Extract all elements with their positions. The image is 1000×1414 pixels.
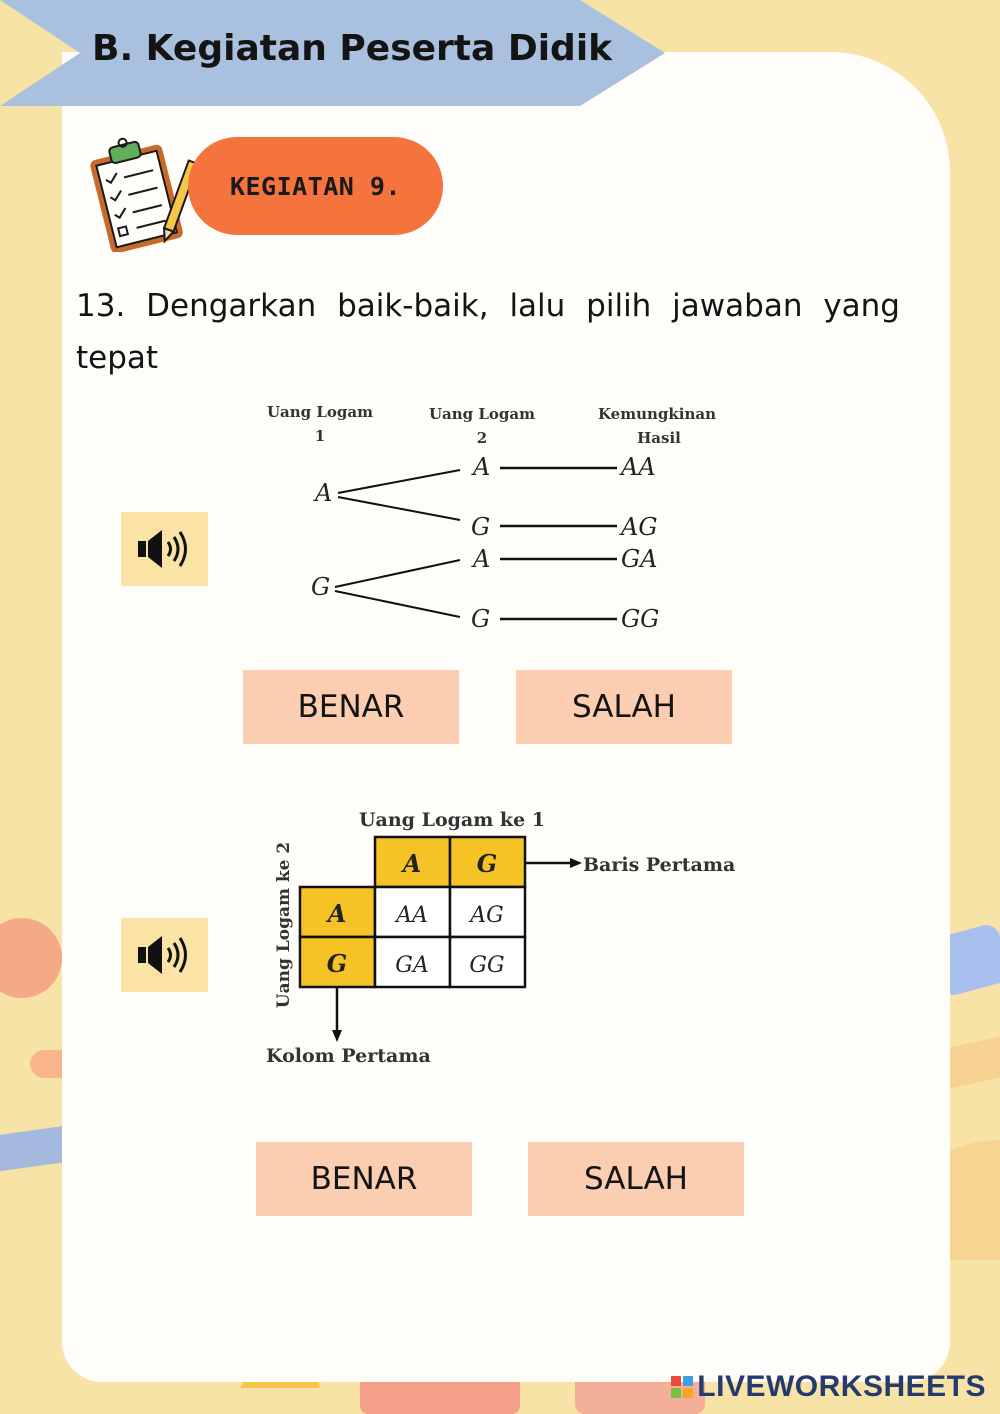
liveworksheets-brand[interactable] [671,1370,986,1404]
speaker-icon [136,933,194,977]
clipboard-icon [84,132,196,252]
table-cell-label: AG [470,903,504,928]
table-cell-label: AA [396,903,428,928]
probability-table-diagram [252,800,742,1070]
row-arrow-label: Baris Pertama [583,854,736,876]
col-arrow-label: Kolom Pertama [266,1045,431,1067]
tree-branch [338,497,460,520]
speaker-icon [136,527,194,571]
play-audio-button-1[interactable] [121,512,208,586]
tree-header-outcome: Kemungkinan [597,405,717,423]
tree-diagram [255,395,735,640]
tree-second-node: A [473,545,491,573]
tree-branch [335,591,460,617]
tree-branch [335,560,460,587]
table-col-header-label: A [402,849,422,878]
table-cell-label: GG [469,953,505,978]
tree-header-coin1: Uang Logam [266,403,374,421]
tree-outcome: GA [621,545,658,573]
table-cell-label: GA [395,953,429,978]
play-audio-button-2[interactable] [121,918,208,992]
table-row-header-label: A [327,899,347,928]
tree-root-g: G [311,573,331,601]
salah-button-1[interactable]: SALAH [516,670,732,744]
tree-outcome: AA [621,453,656,481]
activity-badge [188,137,443,235]
activity-label: KEGIATAN 9. [229,171,402,201]
table-side-label-rotated: Uang Logam ke 2 [274,841,294,1009]
liveworksheets-logo-icon [671,1376,693,1398]
salah-button-2[interactable]: SALAH [528,1142,744,1216]
row-arrow-head [570,858,582,868]
table-top-label: Uang Logam ke 1 [358,809,546,831]
brand-name: LIVEWORKSHEETS [697,1370,986,1403]
benar-button-1[interactable]: BENAR [243,670,459,744]
tree-root-a: A [315,479,333,507]
tree-header-coin1-num: 1 [314,427,326,445]
table-col-header-label: G [476,849,498,878]
multiply-circle-icon [0,918,62,998]
tree-outcome: AG [621,513,658,541]
benar-button-2[interactable]: BENAR [256,1142,472,1216]
tree-branch [338,470,460,493]
tree-second-node: A [473,453,491,481]
tree-header-outcome-2: Hasil [637,429,681,447]
page-title: B. Kegiatan Peserta Didik [92,28,613,69]
tree-header-coin2: Uang Logam [428,405,536,423]
question-text: 13. Dengarkan baik-baik, lalu pilih jawaban yang tepat [76,288,900,376]
tree-second-node: G [471,513,491,541]
tree-second-node: G [471,605,491,633]
tree-header-coin2-num: 2 [476,429,488,447]
tree-outcome: GG [621,605,660,633]
col-arrow-head [332,1030,342,1042]
table-row-header-label: G [326,949,348,978]
